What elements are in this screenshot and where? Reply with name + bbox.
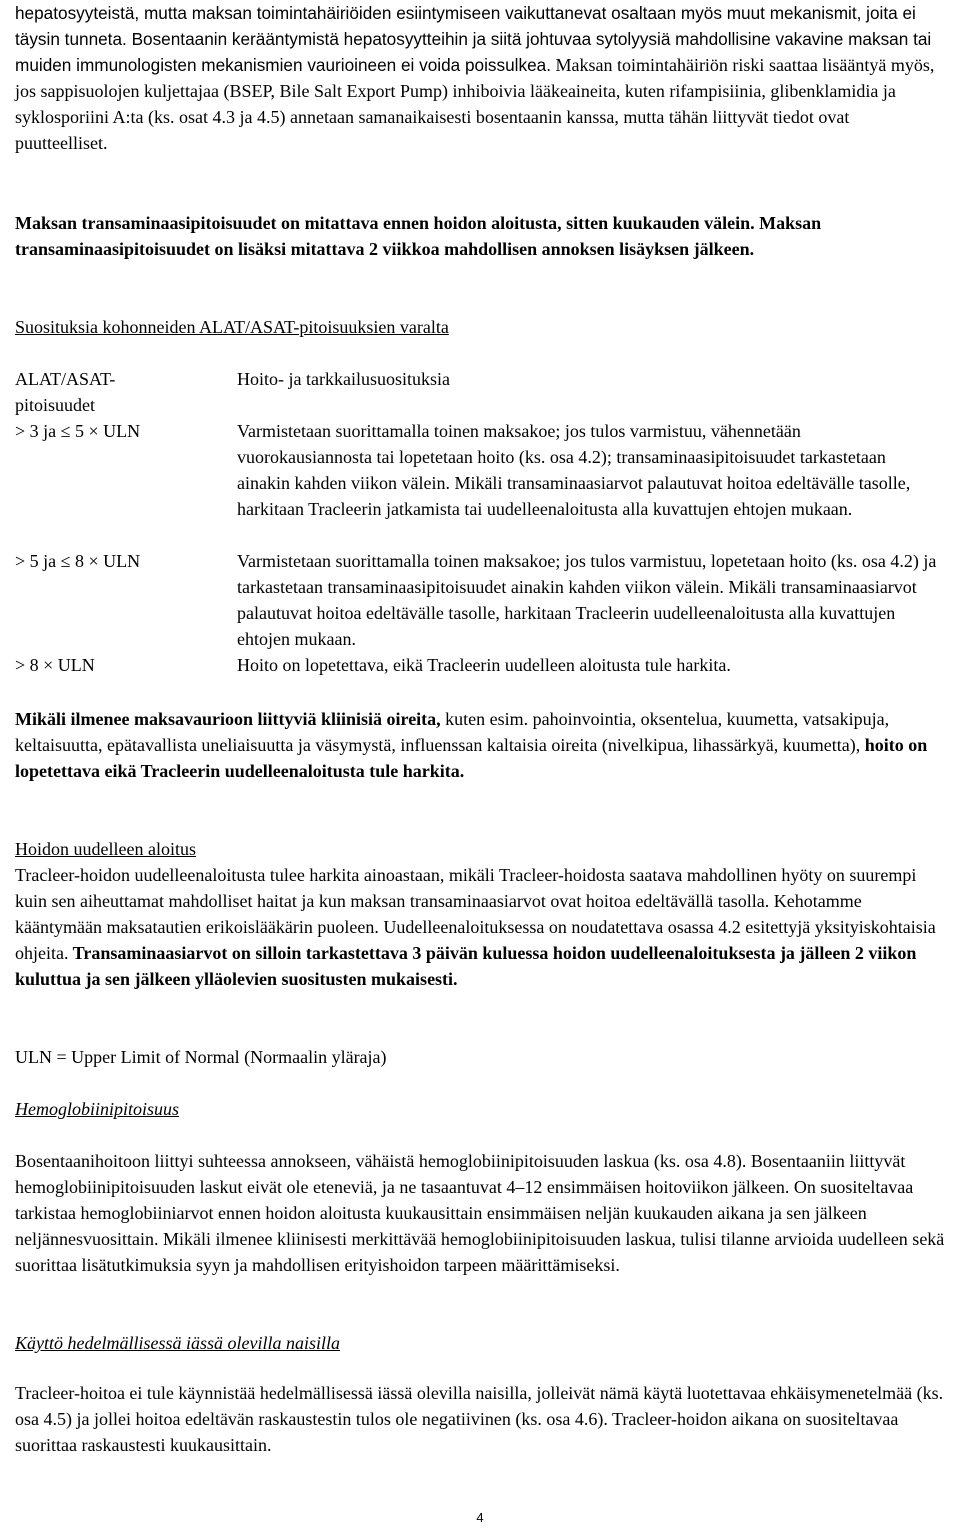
fertile-paragraph: Tracleer-hoitoa ei tule käynnistää hedelmällisessä iässä olevilla naisilla, jolleivät nämä käytä luotettavaa ehkäisymenetelmää (ks. osa 4.5) ja jollei hoitoa edeltävän raskaustestin tulos ole negatiivinen (ks. osa 4.6). Tracleer-hoidon aikana on suositeltavaa suorittaa raskaustesti kuukausittain. [15, 1383, 944, 1455]
table-row-level: > 5 ja ≤ 8 × ULN [15, 551, 141, 571]
symptoms-paragraph [15, 706, 945, 784]
monitoring-paragraph: Maksan transaminaasipitoisuudet on mitattava ennen hoidon aloitusta, sitten kuukauden välein. Maksan transaminaasipitoisuudet on lisäksi mitattava 2 viikkoa mahdollisen annoksen lisäyksen jälkeen. [15, 213, 822, 259]
table-header-col1-line1: ALAT/ASAT- [15, 369, 116, 389]
restart-bold-text: Transaminaasiarvot on silloin tarkastettava 3 päivän kuluessa hoidon uudelleenaloituksesta ja jälleen 2 viikon kuluttua ja sen jälkeen ylläolevien suositusten mukaisesti. [15, 943, 917, 989]
symptoms-bold-start: Mikäli ilmenee maksavaurioon liittyviä kliinisiä oireita, [15, 709, 441, 729]
recommendations-heading: Suosituksia kohonneiden ALAT/ASAT-pitoisuuksien varalta [15, 317, 449, 337]
restart-paragraph [15, 862, 945, 992]
intro-serif-text: Maksan toimintahäiriön riski saattaa lisääntyä myös, jos sappisuolojen kuljettajaa (BSEP, Bile Salt Export Pump) inhiboivia lääkeaineita, kuten rifampisiinia, glibenklamidia ja syklosporiini A:ta (ks. osat 4.3 ja 4.5) annetaan samanaikaisesti bosentaanin kanssa, mutta tähän liittyvät tiedot ovat puutteelliset. [15, 55, 935, 153]
intro-sans-text: hepatosyyteistä, mutta maksan toimintahäiriöiden esiintymiseen vaikuttanevat osaltaan myös muut mekanismit, joita ei täysin tunneta. Bosentaanin kerääntymistä hepatosyytteihin ja siitä johtuvaa sytolyysiä mahdollisine vakavine maksan tai muiden immunologisten mekanismien vaurioineen ei voida poissulkea. [15, 3, 932, 75]
restart-heading: Hoidon uudelleen aloitus [15, 839, 196, 859]
table-row-recommendation: Hoito on lopetettava, eikä Tracleerin uudelleen aloitusta tule harkita. [237, 655, 731, 675]
page-number: 4 [476, 1510, 484, 1525]
uln-note: ULN = Upper Limit of Normal (Normaalin yläraja) [15, 1047, 387, 1067]
symptoms-bold-end: hoito on lopetettava eikä Tracleerin uudelleenaloitusta tule harkita. [15, 735, 928, 781]
hemoglobin-paragraph: Bosentaanihoitoon liittyi suhteessa annokseen, vähäistä hemoglobiinipitoisuuden laskua (ks. osa 4.8). Bosentaaniin liittyvät hemoglobiinipitoisuuden laskut eivät ole eteneviä, ja ne tasaantuvat 4–12 ensimmäisen hoitoviikon jälkeen. On suositeltavaa tarkistaa hemoglobiiniarvot ennen hoidon aloitusta kuukausittain ensimmäisen neljän kuukauden aikana ja sen jälkeen neljännesvuosittain. Mikäli ilmenee kliinisesti merkittävää hemoglobiinipitoisuuden laskua, tulisi tilanne arvioida uudelleen sekä suorittaa lisätutkimuksia syyn ja mahdollisen erityishoidon tarpeen määrittämiseksi. [15, 1151, 945, 1275]
intro-paragraph [15, 0, 945, 156]
hemoglobin-heading: Hemoglobiinipitoisuus [15, 1099, 180, 1119]
table-row-recommendation: Varmistetaan suorittamalla toinen maksakoe; jos tulos varmistuu, lopetetaan hoito (ks. osa 4.2) ja tarkastetaan transaminaasipitoisuudet ainakin kahden viikon välein. Mikäli transaminaasiarvot palautuvat hoitoa edeltävälle tasolle, harkitaan Tracleerin uudelleenaloitusta alla kuvattujen ehtojen mukaan. [237, 551, 937, 649]
table-row-level: > 8 × ULN [15, 655, 95, 675]
table-header-col1 [15, 366, 225, 418]
table-row-recommendation: Varmistetaan suorittamalla toinen maksakoe; jos tulos varmistuu, vähennetään vuorokausiannosta tai lopetetaan hoito (ks. osa 4.2); transaminaasipitoisuudet tarkastetaan ainakin kahden viikon välein. Mikäli transaminaasiarvot palautuvat hoitoa edeltävälle tasolle, harkitaan Tracleerin jatkamista tai uudelleenaloitusta alla kuvattujen ehtojen mukaan. [237, 421, 911, 519]
symptoms-normal-text: kuten esim. pahoinvointia, oksentelua, kuumetta, vatsakipuja, keltaisuutta, epätavallista uneliaisuutta ja väsymystä, influenssan kaltaisia oireita (nivelkipua, lihassärkyä, kuumetta), [15, 709, 890, 755]
alat-asat-table [15, 366, 945, 686]
table-row-level: > 3 ja ≤ 5 × ULN [15, 421, 141, 441]
fertile-heading: Käyttö hedelmällisessä iässä olevilla naisilla [15, 1333, 340, 1353]
table-header-col2: Hoito- ja tarkkailusuosituksia [237, 369, 450, 389]
restart-normal-text: Tracleer-hoidon uudelleenaloitusta tulee harkita ainoastaan, mikäli Tracleer-hoidosta saatava mahdollinen hyöty on suurempi kuin sen aiheuttamat mahdolliset haitat ja kun maksan transaminaasiarvot ovat hoitoa edeltävällä tasolla. Kehotamme kääntymään maksatautien erikoislääkärin puoleen. Uudelleenaloituksessa on noudatettava osassa 4.2 esitettyjä yksityiskohtaisia ohjeita. [15, 865, 936, 963]
table-header-col1-line2: pitoisuudet [15, 395, 95, 415]
